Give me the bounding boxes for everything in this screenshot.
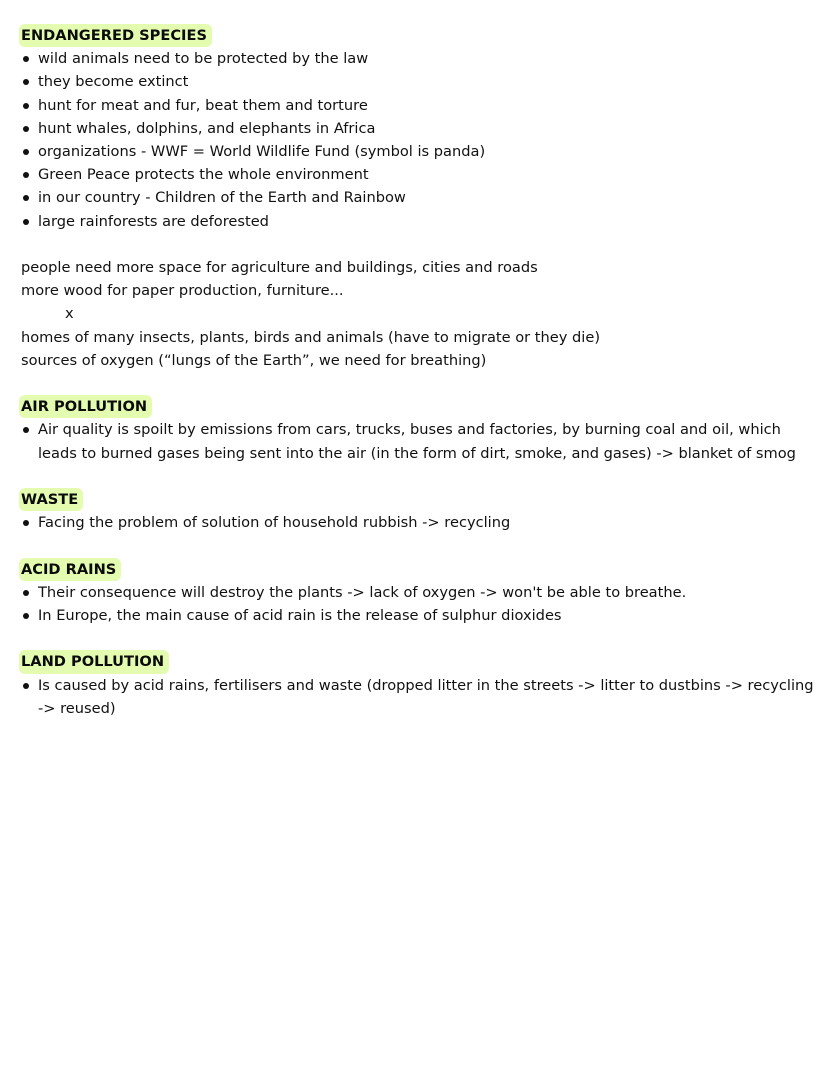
list-item: In Europe, the main cause of acid rain is the release of sulphur dioxides xyxy=(21,604,814,627)
list-item: Air quality is spoilt by emissions from cars, trucks, buses and factories, by burning coal and oil, which leads to burned gases being sent into the air (in the form of dirt, smoke, and gases) -> blanket of smog xyxy=(21,418,814,464)
bullet-icon xyxy=(23,103,29,109)
bullet-list xyxy=(21,674,814,720)
section-rainforest-notes xyxy=(21,256,814,372)
heading-land-pollution: LAND POLLUTION xyxy=(19,650,169,673)
list-item: wild animals need to be protected by the law xyxy=(21,47,814,70)
note-line: people need more space for agriculture and buildings, cities and roads xyxy=(21,259,538,277)
bullet-icon xyxy=(23,126,29,132)
bullet-icon xyxy=(23,79,29,85)
bullet-icon xyxy=(23,219,29,225)
bullet-icon xyxy=(23,195,29,201)
list-item: they become extinct xyxy=(21,70,814,93)
bullet-list xyxy=(21,47,814,233)
bullet-list xyxy=(21,511,814,534)
section-land-pollution xyxy=(21,650,814,720)
spacer xyxy=(21,465,814,488)
note-line: homes of many insects, plants, birds and animals (have to migrate or they die) xyxy=(21,328,601,346)
heading-endangered-species: ENDANGERED SPECIES xyxy=(19,24,212,47)
section-endangered-species xyxy=(21,24,814,233)
bullet-list xyxy=(21,581,814,627)
spacer xyxy=(21,627,814,650)
list-item: hunt whales, dolphins, and elephants in Africa xyxy=(21,117,814,140)
list-item: organizations - WWF = World Wildlife Fund (symbol is panda) xyxy=(21,140,814,163)
list-item: in our country - Children of the Earth and Rainbow xyxy=(21,186,814,209)
bullet-icon xyxy=(23,590,29,596)
bullet-icon xyxy=(23,520,29,526)
list-item: Green Peace protects the whole environment xyxy=(21,163,814,186)
bullet-icon xyxy=(23,427,29,433)
list-item: Their consequence will destroy the plants -> lack of oxygen -> won't be able to breathe. xyxy=(21,581,814,604)
bullet-list xyxy=(21,418,814,464)
section-waste xyxy=(21,488,814,534)
list-item: Facing the problem of solution of household rubbish -> recycling xyxy=(21,511,814,534)
section-air-pollution xyxy=(21,395,814,465)
bullet-icon xyxy=(23,683,29,689)
heading-acid-rains: ACID RAINS xyxy=(19,558,121,581)
bullet-icon xyxy=(23,149,29,155)
bullet-icon xyxy=(23,613,29,619)
contrast-mark: x xyxy=(65,305,74,323)
bullet-icon xyxy=(23,172,29,178)
heading-air-pollution: AIR POLLUTION xyxy=(19,395,152,418)
note-line: more wood for paper production, furniture... xyxy=(21,282,344,300)
list-item: Is caused by acid rains, fertilisers and waste (dropped litter in the streets -> litter to dustbins -> recycling -> reused) xyxy=(21,674,814,720)
note-line: sources of oxygen (“lungs of the Earth”, we need for breathing) xyxy=(21,351,487,369)
list-item: large rainforests are deforested xyxy=(21,210,814,233)
heading-waste: WASTE xyxy=(19,488,83,511)
section-acid-rains xyxy=(21,558,814,628)
list-item: hunt for meat and fur, beat them and torture xyxy=(21,94,814,117)
spacer xyxy=(21,372,814,395)
spacer xyxy=(21,233,814,256)
bullet-icon xyxy=(23,56,29,62)
spacer xyxy=(21,534,814,557)
